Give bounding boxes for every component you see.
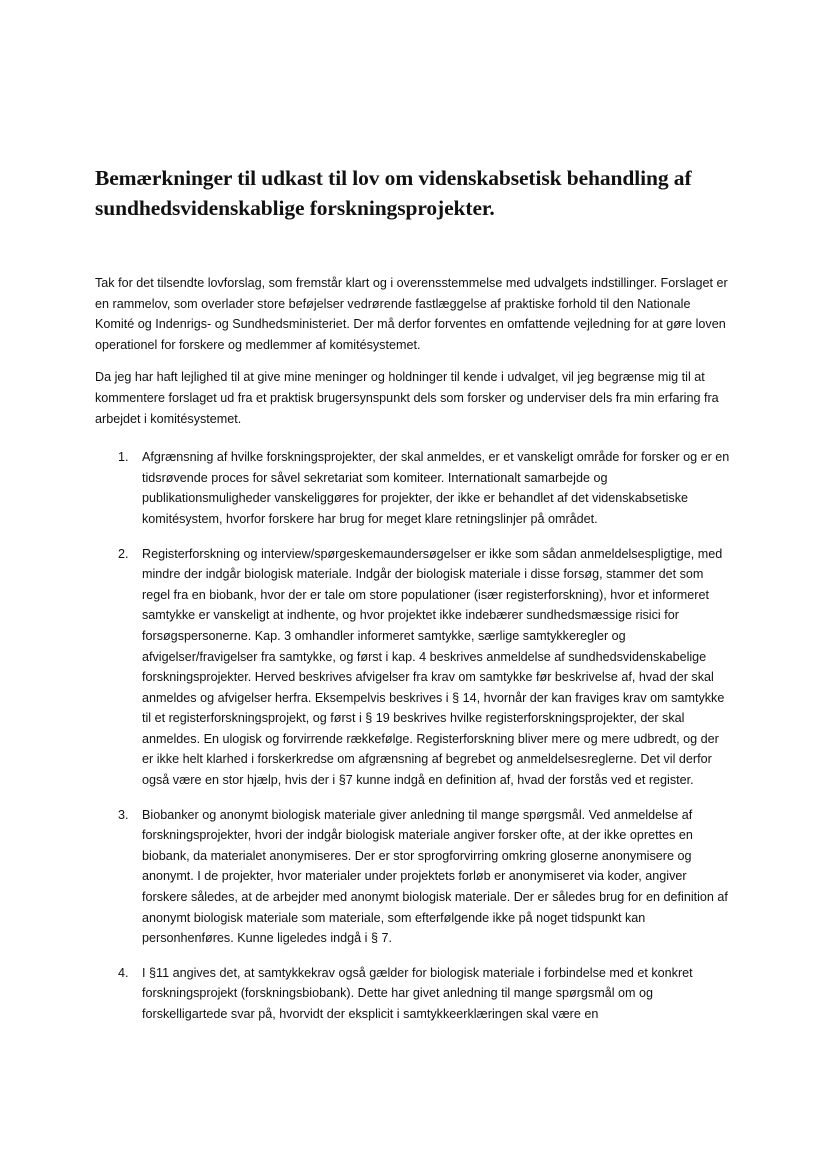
intro-paragraph-2: Da jeg har haft lejlighed til at give mine meninger og holdninger til kende i udvalget, vil jeg begrænse mig til at kommentere forslaget ud fra et praktisk brugersynspunkt dels som forsker og underviser dels fra min erfaring fra arbejdet i komitésystemet. bbox=[95, 370, 719, 426]
numbered-list bbox=[95, 447, 730, 1024]
list-item bbox=[95, 447, 730, 529]
list-item-number: 2. bbox=[118, 546, 129, 561]
list-item-number: 3. bbox=[118, 807, 129, 822]
list-item bbox=[95, 805, 730, 949]
list-item-text: Biobanker og anonymt biologisk materiale giver anledning til mange spørgsmål. Ved anmeldelse af forskningsprojekter, hvori der indgår biologisk materiale angiver forsker ofte, at der ikke oprettes en biobank, da materialet anonymiseres. Der er stor sprogforvirring omkring gloserne anonymisere og anonymt. I de projekter, hvor materialer under projektets forløb er anonymiseret via koder, angiver forskere således, at de arbejder med anonymt biologisk materiale. Der er således brug for en definition af anonymt biologisk materiale som materiale, som efterfølgende ikke på noget tidspunkt kan personhenføres. Kunne ligeledes indgå i § 7. bbox=[142, 807, 728, 946]
list-item bbox=[95, 544, 730, 791]
list-item-text: Registerforskning og interview/spørgeskemaundersøgelser er ikke som sådan anmeldelsespligtige, med mindre der indgår biologisk materiale. Indgår der biologisk materiale i disse forsøg, stammer det som regel fra en biobank, hvor der er tale om store populationer (især registerforskning), hvor et informeret samtykke er vanskeligt at indhente, og hvor projektet ikke indebærer sundhedsmæssige risici for forsøgspersonerne. Kap. 3 omhandler informeret samtykke, særlige samtykkeregler og afvigelser/fravigelser fra samtykke, og først i kap. 4 beskrives anmeldelse af sundhedsvidenskabelige forskningsprojekter. Herved beskrives afvigelser fra krav om samtykke før beskrivelse af, hvad der skal anmeldes og afvigelser herfra. Eksempelvis beskrives i § 14, hvornår der kan fraviges krav om samtykke til et registerforskningsprojekt, og først i § 19 beskrives hvilke registerforskningsprojekter, der skal anmeldes. En ulogisk og forvirrende rækkefølge. Registerforskning bliver mere og mere udbredt, og der er ikke helt klarhed i forskerkredse om afgrænsning af begrebet og anmeldelsesreglerne. Det vil derfor også være en stor hjælp, hvis der i §7 kunne indgå en definition af, hvad der forstås ved et register. bbox=[142, 546, 725, 788]
list-item-number: 1. bbox=[118, 450, 129, 465]
list-item-number: 4. bbox=[118, 965, 129, 980]
document-title: Bemærkninger til udkast til lov om videnskabsetisk behandling af sundhedsvidenskablige forskningsprojekter. bbox=[95, 166, 692, 220]
list-item bbox=[95, 963, 730, 1025]
list-item-text: I §11 angives det, at samtykkekrav også gælder for biologisk materiale i forbindelse med et konkret forskningsprojekt (forskningsbiobank). Dette har givet anledning til mange spørgsmål om og forskelligartede svar på, hvorvidt der eksplicit i samtykkeerklæringen skal være en bbox=[142, 965, 693, 1021]
intro-paragraph-1: Tak for det tilsendte lovforslag, som fremstår klart og i overensstemmelse med udvalgets indstillinger. Forslaget er en rammelov, som overlader store beføjelser vedrørende fastlæggelse af praktiske forhold til den Nationale Komité og Indenrigs- og Sundhedsministeriet. Der må derfor forventes en omfattende vejledning for at gøre loven operationel for forskere og medlemmer af komitésystemet. bbox=[95, 276, 728, 352]
list-item-text: Afgrænsning af hvilke forskningsprojekter, der skal anmeldes, er et vanskeligt område for forsker og er en tidsrøvende proces for såvel sekretariat som komiteer. Internationalt samarbejde og publikationsmuligheder vanskeliggøres for projekter, der ikke er behandlet af det videnskabsetiske komitésystem, hvorfor forskere har brug for meget klare retningslinjer på området. bbox=[142, 450, 730, 526]
